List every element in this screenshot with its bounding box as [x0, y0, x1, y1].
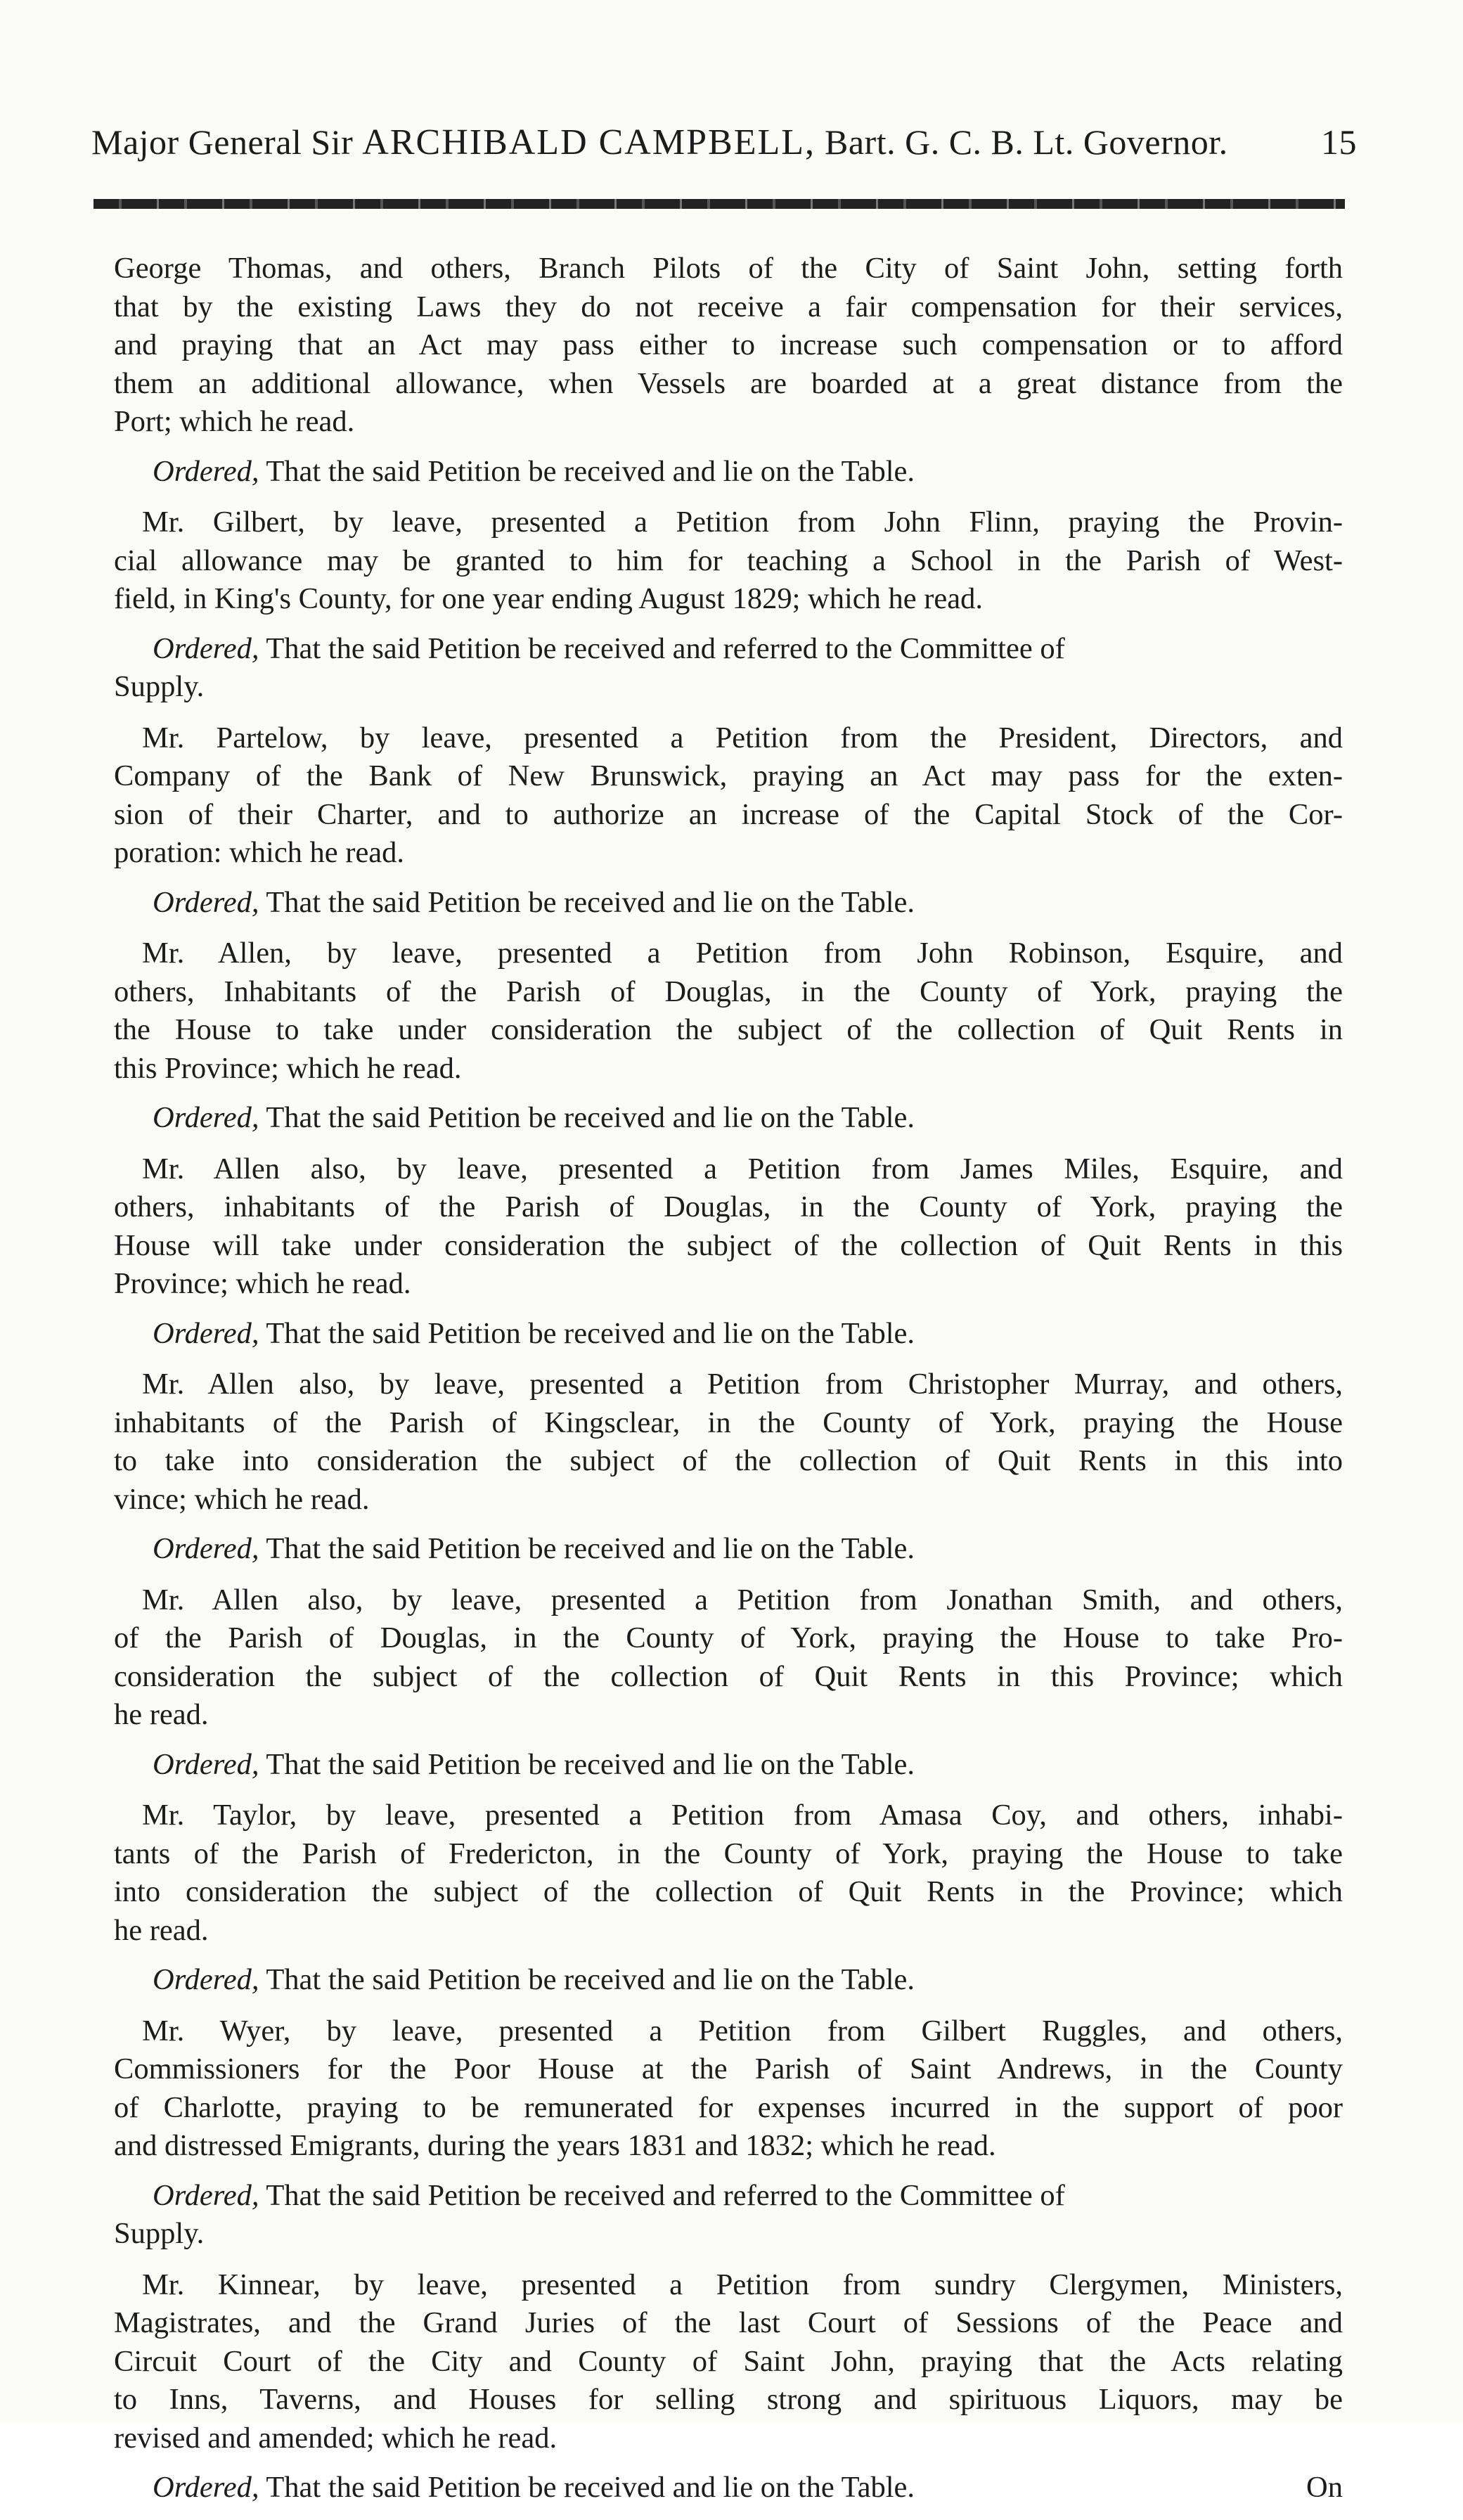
order-line [153, 2177, 1343, 2216]
header-prefix: Major General Sir [91, 122, 354, 162]
petition-paragraph [114, 503, 1343, 619]
order-text: That the said Petition be received and referred to the Committee of [266, 631, 1065, 665]
order-text: That the said Petition be received and lie on the Table. [266, 1101, 915, 1134]
paragraph-line: poration: which he read. [114, 836, 405, 869]
order-line [153, 453, 1343, 491]
paragraph-line: vince; which he read. [114, 1482, 370, 1516]
paragraph-line: Commissioners for the Poor House at the Parish of Saint Andrews, in the County [114, 2052, 1343, 2085]
document-body [114, 250, 1343, 2520]
petition-paragraph [114, 2012, 1343, 2166]
paragraph-line: George Thomas, and others, Branch Pilots of the City of Saint John, setting forth [114, 252, 1343, 285]
order-text: That the said Petition be received and lie on the Table. [266, 1747, 915, 1781]
paragraph-line: Province; which he read. [114, 1267, 411, 1300]
order-text: That the said Petition be received and lie on the Table. [266, 2471, 915, 2504]
paragraph-line: House will take under consideration the subject of the collection of Quit Rents in this [114, 1228, 1343, 1262]
paragraph-line: Mr. Allen, by leave, presented a Petition from John Robinson, Esquire, and [142, 937, 1343, 970]
paragraph-line: Mr. Allen also, by leave, presented a Petition from Jonathan Smith, and others, [142, 1583, 1343, 1616]
order-text: That the said Petition be received and lie on the Table. [266, 454, 915, 488]
order-line [153, 884, 1343, 922]
order-label: Ordered, [153, 885, 259, 919]
order-line [153, 1530, 1343, 1569]
paragraph-line: revised and amended; which he read. [114, 2421, 558, 2455]
page-number: 15 [1321, 122, 1357, 162]
paragraph-line: Mr. Allen also, by leave, presented a Petition from Christopher Murray, and others, [142, 1368, 1343, 1401]
paragraph-line: sion of their Charter, and to authorize an increase of the Capital Stock of the Cor- [114, 797, 1343, 831]
header-suffix: Bart. G. C. B. Lt. Governor. [825, 122, 1228, 162]
paragraph-line: this Province; which he read. [114, 1051, 462, 1085]
paragraph-line: cial allowance may be granted to him for teaching a School in the Parish of West- [114, 544, 1343, 577]
order-line [153, 1315, 1343, 1354]
order-label: Ordered, [153, 1963, 259, 1996]
paragraph-line: that by the existing Laws they do not receive a fair compensation for their services, [114, 290, 1343, 323]
petition-paragraph [114, 719, 1343, 873]
order-label: Ordered, [153, 1532, 259, 1565]
petition-paragraph [114, 934, 1343, 1088]
paragraph-line: Mr. Partelow, by leave, presented a Petition from the President, Directors, and [142, 721, 1343, 754]
paragraph-line: Mr. Kinnear, by leave, presented a Petition from sundry Clergymen, Ministers, [142, 2268, 1343, 2301]
order-line [153, 1961, 1343, 2000]
paragraph-line: Mr. Wyer, by leave, presented a Petition from Gilbert Ruggles, and others, [142, 2014, 1343, 2048]
paragraph-line: Circuit Court of the City and County of Saint John, praying that the Acts relating [114, 2344, 1343, 2378]
order-text: That the said Petition be received and lie on the Table. [266, 1532, 915, 1565]
order-line [153, 1099, 1343, 1138]
paragraph-line: the House to take under consideration the subject of the collection of Quit Rents in [114, 1013, 1343, 1046]
paragraph-line: Mr. Gilbert, by leave, presented a Petition from John Flinn, praying the Provin- [142, 506, 1343, 539]
running-header [91, 121, 1357, 164]
petition-paragraph [114, 1150, 1343, 1304]
paragraph-line: Magistrates, and the Grand Juries of the last Court of Sessions of the Peace and [114, 2306, 1343, 2339]
order-text: That the said Petition be received and lie on the Table. [266, 1316, 915, 1350]
header-rule [94, 199, 1345, 209]
order-label: Ordered, [153, 454, 259, 488]
paragraph-line: and praying that an Act may pass either to increase such compensation or to afford [114, 328, 1343, 361]
order-continuation: Supply. [114, 2217, 205, 2250]
petition-paragraph [114, 2266, 1343, 2458]
paragraph-line: and distressed Emigrants, during the years 1831 and 1832; which he read. [114, 2129, 996, 2162]
paragraph-line: consideration the subject of the collection of Quit Rents in this Province; which [114, 1659, 1343, 1693]
paragraph-line: them an additional allowance, when Vessels are boarded at a great distance from the [114, 366, 1343, 400]
order-label: Ordered, [153, 1316, 259, 1350]
order-text: That the said Petition be received and lie on the Table. [266, 1963, 915, 1996]
petition-paragraph [114, 1581, 1343, 1735]
petition-paragraph [114, 1365, 1343, 1519]
catchword: On [1306, 2471, 1343, 2504]
order-label: Ordered, [153, 631, 259, 665]
header-name: ARCHIBALD CAMPBELL, [362, 122, 816, 162]
paragraph-line: he read. [114, 1913, 209, 1947]
paragraph-line: field, in King's County, for one year ending August 1829; which he read. [114, 582, 983, 615]
petition-paragraph [114, 250, 1343, 442]
paragraph-line: to Inns, Taverns, and Houses for selling strong and spirituous Liquors, may be [114, 2383, 1343, 2416]
order-text: That the said Petition be received and referred to the Committee of [266, 2178, 1065, 2212]
order-label: Ordered, [153, 1101, 259, 1134]
paragraph-line: Mr. Allen also, by leave, presented a Petition from James Miles, Esquire, and [142, 1152, 1343, 1185]
order-text: That the said Petition be received and lie on the Table. [266, 885, 915, 919]
order-line [153, 2469, 1343, 2507]
order-continuation: Supply. [114, 670, 205, 703]
order-label: Ordered, [153, 2471, 259, 2504]
order-line [153, 1746, 1343, 1785]
order-label: Ordered, [153, 2178, 259, 2212]
paragraph-line: Mr. Taylor, by leave, presented a Petition from Amasa Coy, and others, inhabi- [142, 1799, 1343, 1832]
petition-paragraph [114, 1796, 1343, 1950]
paragraph-line: Company of the Bank of New Brunswick, praying an Act may pass for the exten- [114, 759, 1343, 792]
paragraph-line: he read. [114, 1698, 209, 1731]
paragraph-line: of Charlotte, praying to be remunerated for expenses incurred in the support of poor [114, 2090, 1343, 2124]
order-line [153, 630, 1343, 669]
paragraph-line: to take into consideration the subject of the collection of Quit Rents in this into [114, 1444, 1343, 1477]
paragraph-line: inhabitants of the Parish of Kingsclear, in the County of York, praying the House [114, 1406, 1343, 1439]
order-label: Ordered, [153, 1747, 259, 1781]
paragraph-line: of the Parish of Douglas, in the County of York, praying the House to take Pro- [114, 1621, 1343, 1654]
paragraph-line: into consideration the subject of the collection of Quit Rents in the Province; which [114, 1875, 1343, 1908]
paragraph-line: others, inhabitants of the Parish of Douglas, in the County of York, praying the [114, 1190, 1343, 1223]
paragraph-line: tants of the Parish of Fredericton, in the County of York, praying the House to take [114, 1837, 1343, 1870]
paragraph-line: others, Inhabitants of the Parish of Douglas, in the County of York, praying the [114, 975, 1343, 1008]
paragraph-line: Port; which he read. [114, 405, 355, 438]
